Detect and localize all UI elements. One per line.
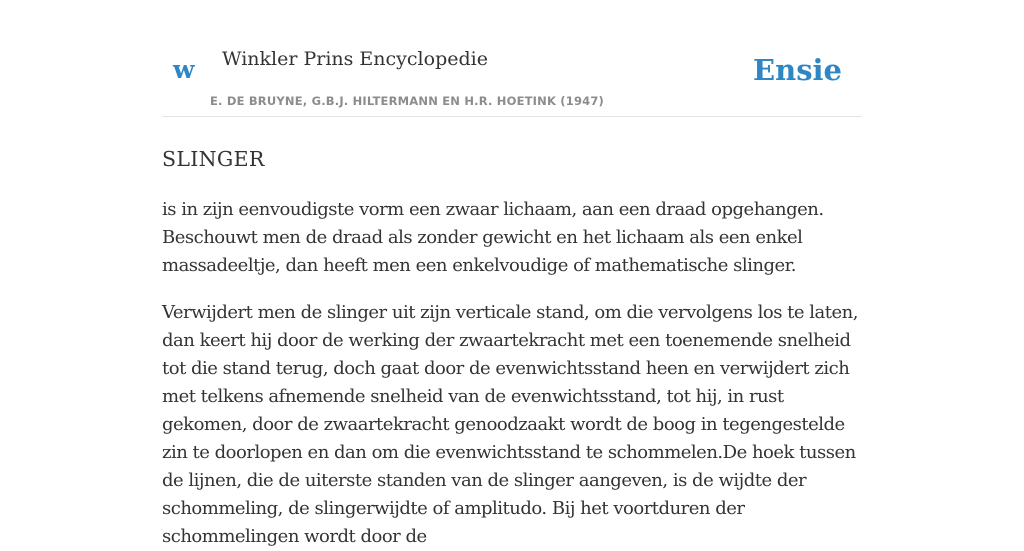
- entry-paragraph: is in zijn eenvoudigste vorm een zwaar lichaam, aan een draad opgehangen. Beschouwt men de draad als zonder gewicht en het lichaam als een enkel massadeeltje, dan heeft men een enkelvoudige of mathematische slinger.: [162, 199, 824, 276]
- winkler-prins-logo[interactable]: w: [173, 55, 195, 84]
- ensie-logo[interactable]: Ensie: [753, 53, 842, 87]
- entry-title: SLINGER: [162, 147, 265, 171]
- page-content: [162, 0, 862, 551]
- source-header: [162, 0, 862, 117]
- entry-paragraph: Verwijdert men de slinger uit zijn verticale stand, om die vervolgens los te laten, dan keert hij door de werking der zwaartekracht met een toenemende snelheid tot die stand terug, doch gaat door de evenwichtsstand heen en verwijdert zich met telkens afnemende snelheid van de evenwichtsstand, tot hij, in rust gekomen, door de zwaartekracht genoodzaakt wordt de boog in tegengestelde zin te doorlopen en dan om die evenwichtsstand te schommelen.De hoek tussen de lijnen, die de uiterste standen van de slinger aangeven, is de wijdte der schommeling, de slingerwijdte of amplitudo. Bij het voortduren der schommelingen wordt door de: [162, 302, 858, 547]
- source-authors: E. DE BRUYNE, G.B.J. HILTERMANN EN H.R. HOETINK (1947): [210, 94, 605, 108]
- source-title[interactable]: Winkler Prins Encyclopedie: [222, 48, 488, 70]
